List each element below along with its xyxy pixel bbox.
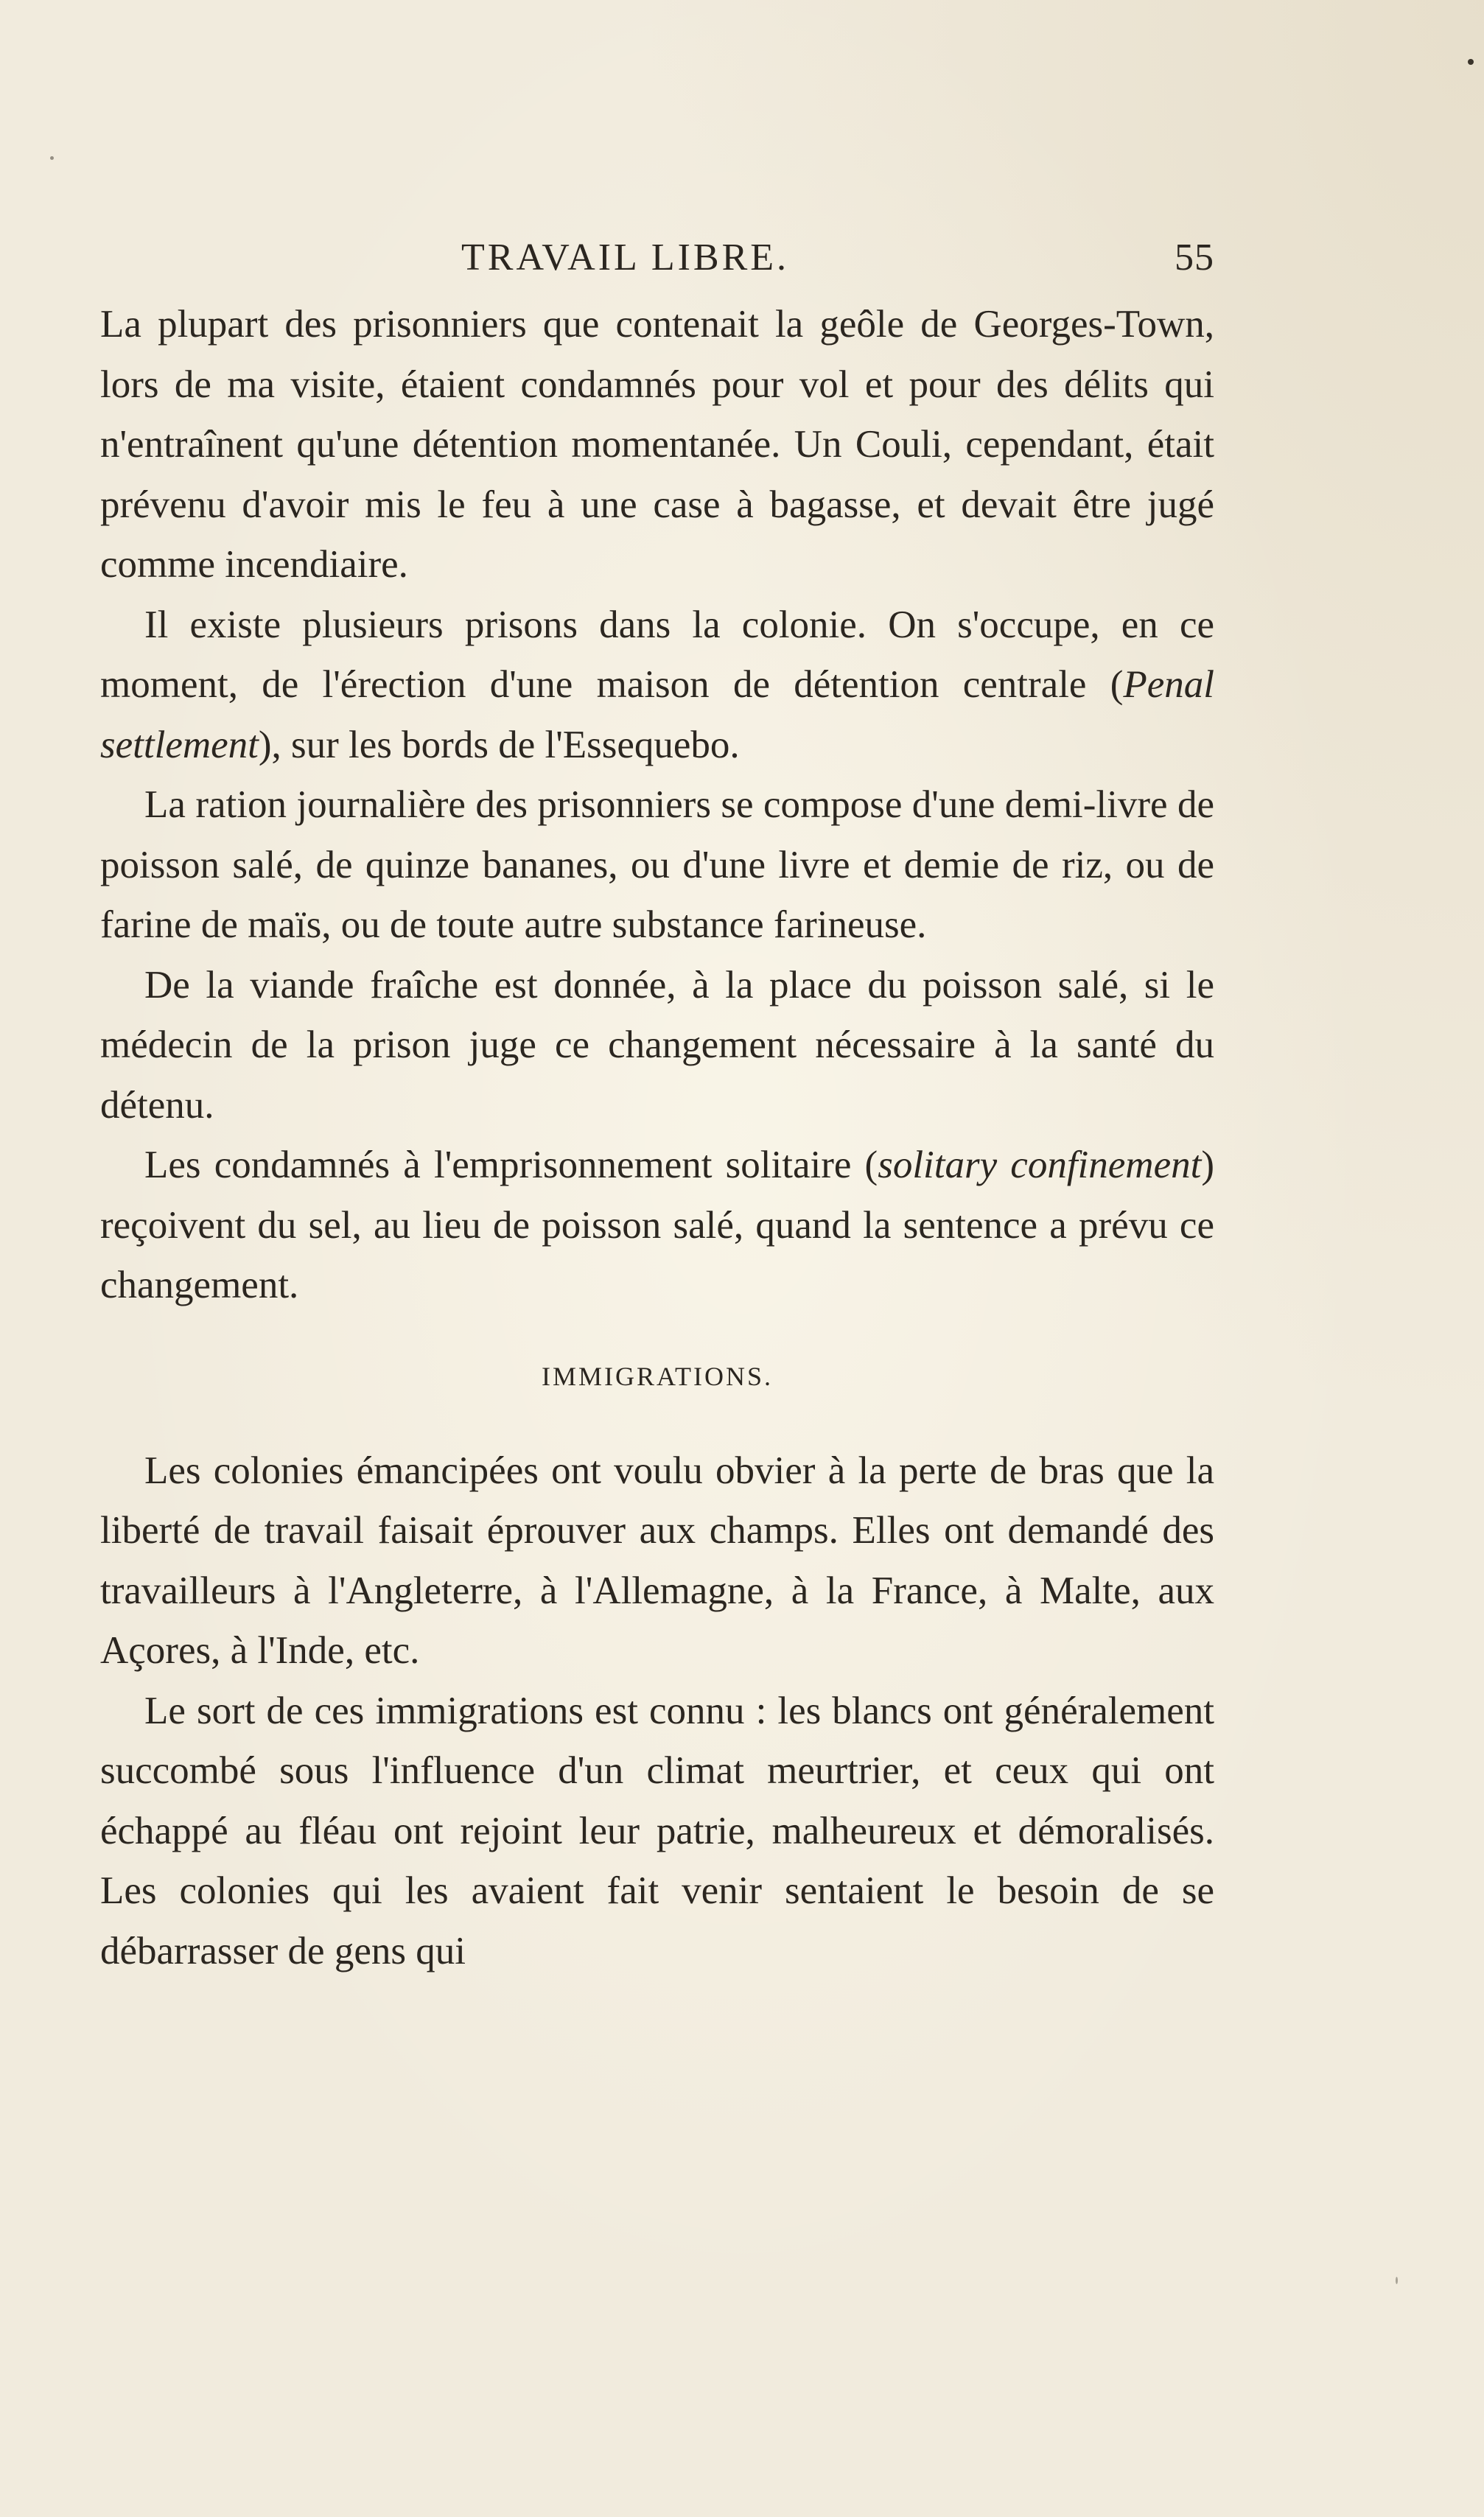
paragraph-text: Il existe plusieurs prisons dans la colonie. On s'occupe, en ce moment, de l'érection d'une maison de détention centrale ( bbox=[100, 603, 1214, 706]
paragraph bbox=[100, 1441, 1214, 1681]
paragraph-text: La plupart des prisonniers que contenait la geôle de Georges-Town, lors de ma visite, étaient condamnés pour vol et pour des délits qui n'entraînent qu'une détention momentanée. Un Couli, cependant, était prévenu d'avoir mis le feu à une case à bagasse, et devait être jugé comme incendiaire. bbox=[100, 303, 1214, 586]
paragraph bbox=[100, 1681, 1214, 1982]
paragraph-text: ) reçoivent du sel, au lieu de poisson salé, quand la sentence a prévu ce changement. bbox=[100, 1144, 1214, 1306]
paragraph bbox=[100, 775, 1214, 956]
paragraph bbox=[100, 956, 1214, 1136]
italic-term: Penal settlement bbox=[100, 663, 1214, 766]
paragraph bbox=[100, 1135, 1214, 1316]
running-title: TRAVAIL LIBRE. bbox=[461, 237, 790, 279]
ink-speck bbox=[1396, 2277, 1398, 2284]
ink-speck bbox=[50, 156, 54, 160]
page-number: 55 bbox=[1175, 237, 1214, 279]
paragraph-text: Les colonies émancipées ont voulu obvier à la perte de bras que la liberté de travail faisait éprouver aux champs. Elles ont demandé des travailleurs à l'Angleterre, à l'Allemagne, à la France, à Malte, aux Açores, à l'Inde, etc. bbox=[100, 1449, 1214, 1672]
paragraph-text: ), sur les bords de l'Essequebo. bbox=[258, 723, 740, 766]
section-heading: IMMIGRATIONS. bbox=[541, 1361, 773, 1391]
paragraph-text: La ration journalière des prisonniers se compose d'une demi-livre de poisson salé, de quinze bananes, ou d'une livre et demie de riz, ou de farine de maïs, ou de toute autre substance farineuse. bbox=[100, 783, 1214, 946]
running-head bbox=[100, 228, 1214, 295]
paragraph-text: De la viande fraîche est donnée, à la place du poisson salé, si le médecin de la prison juge ce changement nécessaire à la santé du détenu. bbox=[100, 963, 1214, 1127]
paragraph bbox=[100, 295, 1214, 595]
paragraph-text: Le sort de ces immigrations est connu : les blancs ont généralement succombé sous l'influence d'un climat meurtrier, et ceux qui ont échappé au fléau ont rejoint leur patrie, malheureux et démoralisés. Les colonies qui les avaient fait venir sentaient le besoin de se débarrasser de gens qui bbox=[100, 1689, 1214, 1972]
italic-term: solitary confinement bbox=[878, 1144, 1202, 1186]
text-block bbox=[100, 228, 1214, 1981]
ink-speck bbox=[1468, 59, 1474, 65]
paragraph-text: Les condamnés à l'emprisonnement solitaire ( bbox=[144, 1144, 878, 1186]
paragraph bbox=[100, 595, 1214, 776]
